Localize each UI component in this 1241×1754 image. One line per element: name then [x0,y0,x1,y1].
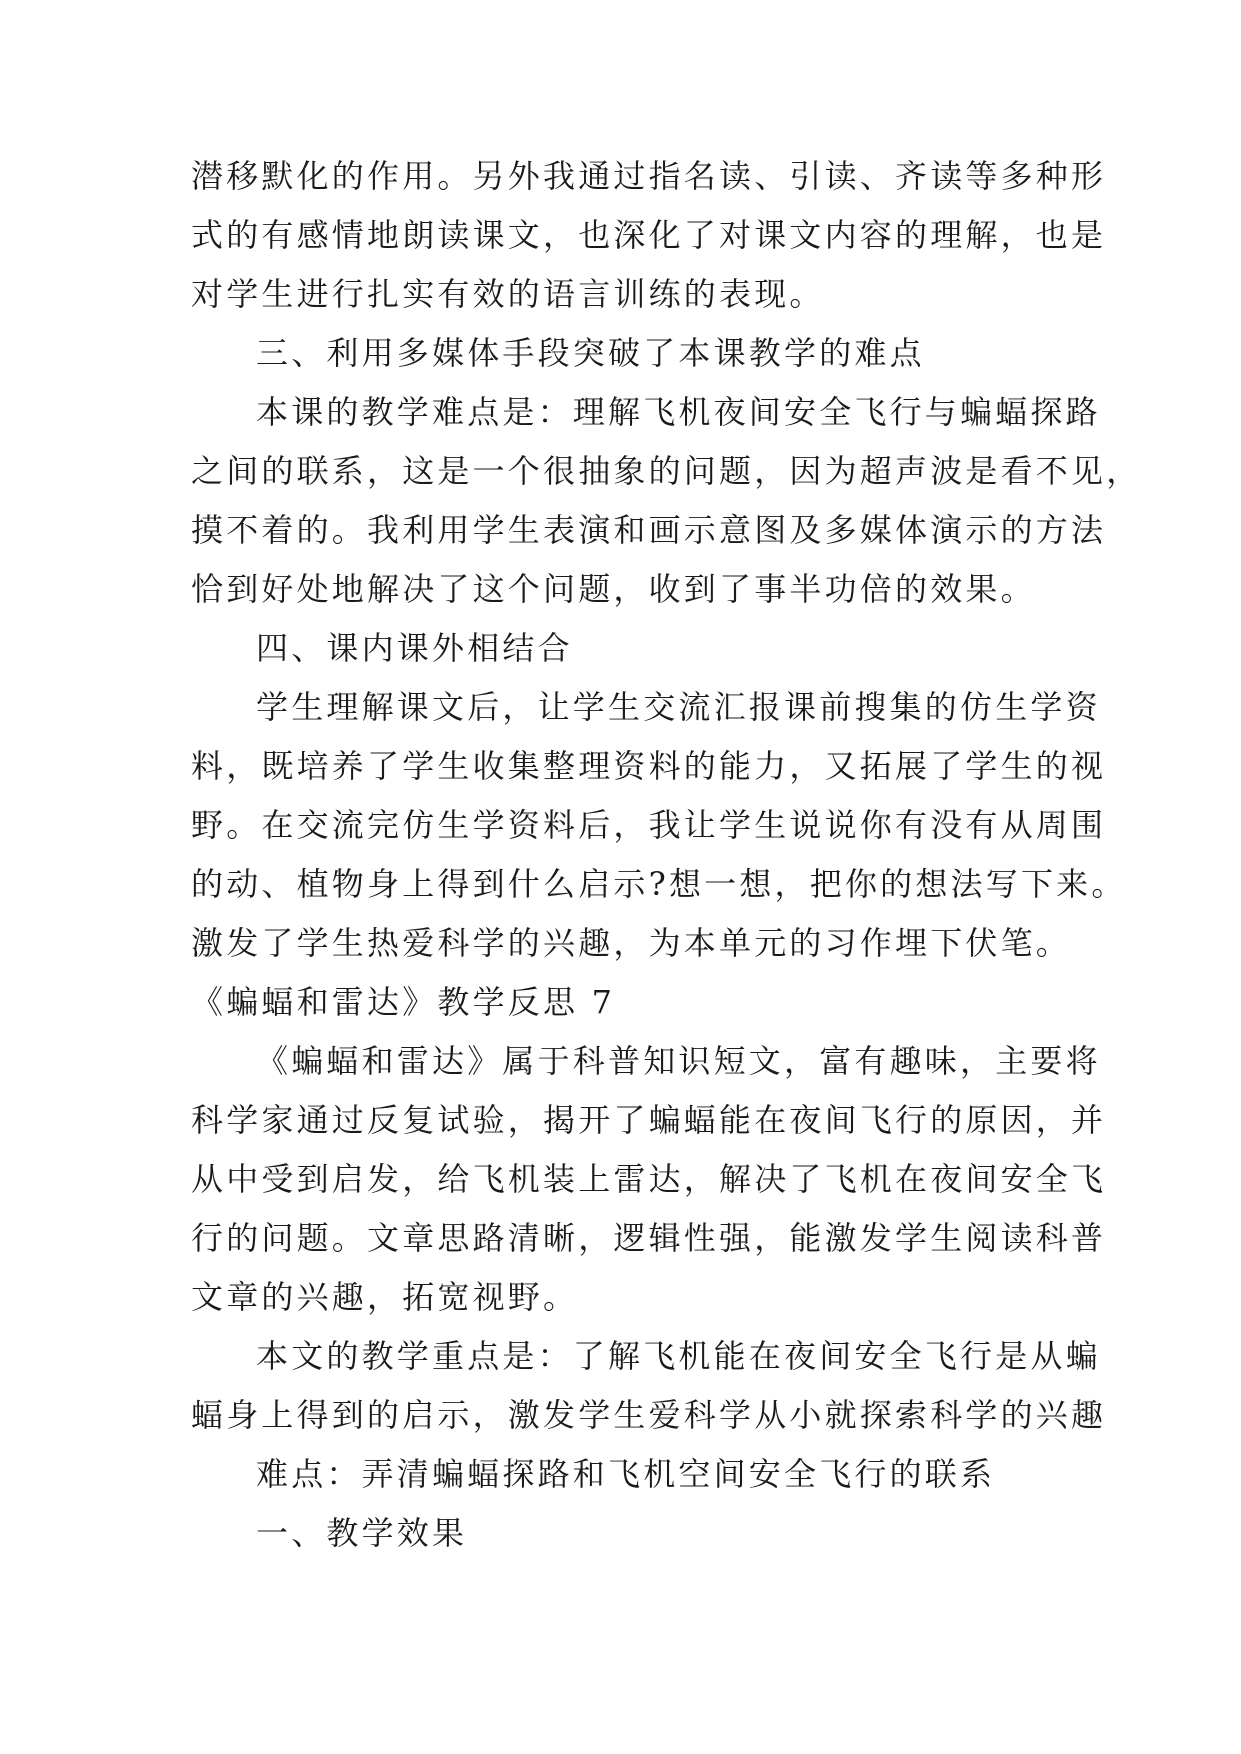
paragraph-line: 本课的教学难点是：理解飞机夜间安全飞行与蝙蝠探路 [256,393,1101,431]
paragraph-line: 的动、植物身上得到什么启示?想一想，把你的想法写下来。 [191,865,1127,903]
document-heading: 《蝙蝠和雷达》教学反思 7 [191,983,616,1021]
section-heading: 一、教学效果 [256,1514,468,1552]
paragraph-line: 潜移默化的作用。另外我通过指名读、引读、齐读等多种形 [191,157,1107,195]
paragraph-line: 行的问题。文章思路清晰，逻辑性强，能激发学生阅读科普 [191,1219,1107,1257]
paragraph-line: 科学家通过反复试验，揭开了蝙蝠能在夜间飞行的原因，并 [191,1101,1107,1139]
paragraph-line: 之间的联系，这是一个很抽象的问题，因为超声波是看不见， [191,452,1142,490]
paragraph-line: 式的有感情地朗读课文，也深化了对课文内容的理解，也是 [191,216,1107,254]
paragraph-line: 激发了学生热爱科学的兴趣，为本单元的习作埋下伏笔。 [191,924,1072,962]
paragraph-line: 蝠身上得到的启示，激发学生爱科学从小就探索科学的兴趣 [191,1396,1107,1434]
paragraph-line: 料，既培养了学生收集整理资料的能力，又拓展了学生的视 [191,747,1107,785]
section-heading: 四、课内课外相结合 [256,629,573,667]
paragraph-line: 摸不着的。我利用学生表演和画示意图及多媒体演示的方法 [191,511,1107,549]
paragraph-line: 文章的兴趣，拓宽视野。 [191,1278,579,1316]
paragraph-line: 难点：弄清蝙蝠探路和飞机空间安全飞行的联系 [256,1455,996,1493]
paragraph-line: 恰到好处地解决了这个问题，收到了事半功倍的效果。 [191,570,1036,608]
paragraph-line: 学生理解课文后，让学生交流汇报课前搜集的仿生学资 [256,688,1101,726]
section-heading: 三、利用多媒体手段突破了本课教学的难点 [256,334,925,372]
paragraph-line: 本文的教学重点是：了解飞机能在夜间安全飞行是从蝙 [256,1337,1101,1375]
paragraph-line: 野。在交流完仿生学资料后，我让学生说说你有没有从周围 [191,806,1107,844]
paragraph-line: 《蝙蝠和雷达》属于科普知识短文，富有趣味，主要将 [256,1042,1101,1080]
paragraph-line: 从中受到启发，给飞机装上雷达，解决了飞机在夜间安全飞 [191,1160,1107,1198]
paragraph-line: 对学生进行扎实有效的语言训练的表现。 [191,275,825,313]
